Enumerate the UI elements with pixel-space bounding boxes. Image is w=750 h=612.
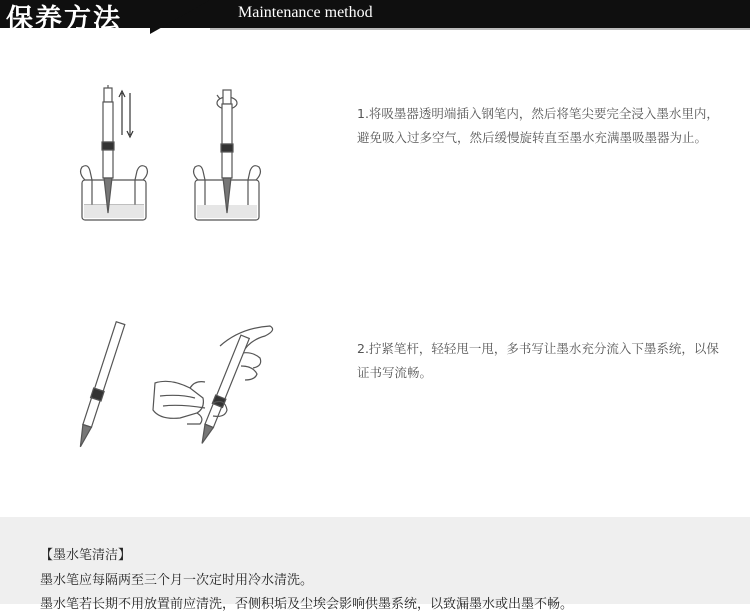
pen-right: [217, 90, 237, 213]
ink-bottle-left: [81, 166, 148, 220]
step1-illustration: [70, 85, 270, 225]
page-subtitle: Maintenance method: [238, 4, 373, 21]
header-wedge: [150, 0, 210, 34]
page-title: 保养方法: [6, 4, 122, 35]
step2-illustration: [55, 318, 285, 453]
pen-left: [102, 85, 114, 213]
header-stripe: [210, 28, 750, 30]
cleaning-heading: 【墨水笔清洁】: [40, 548, 132, 563]
pen-diagonal: [75, 321, 126, 448]
cleaning-section: [0, 517, 750, 612]
cleaning-line-2: 墨水笔若长期不用放置前应清洗，否侧积垢及尘埃会影响供墨系统，以致漏墨水或出墨不畅。: [40, 597, 574, 612]
up-down-arrows: [119, 91, 133, 137]
hand-with-pen: [153, 326, 273, 446]
step1-instruction: 1.将吸墨器透明端插入钢笔内，然后将笔尖要完全浸入墨水里内，避免吸入过多空气，然后缓慢旋转直至墨水充满墨吸墨器为止。: [357, 106, 719, 145]
header-banner: [0, 0, 750, 34]
step2-instruction: 2.拧紧笔杆，轻轻甩一甩，多书写让墨水充分流入下墨系统，以保证书写流畅。: [357, 341, 719, 380]
cleaning-line-1: 墨水笔应每隔两至三个月一次定时用冷水清洗。: [40, 573, 314, 588]
